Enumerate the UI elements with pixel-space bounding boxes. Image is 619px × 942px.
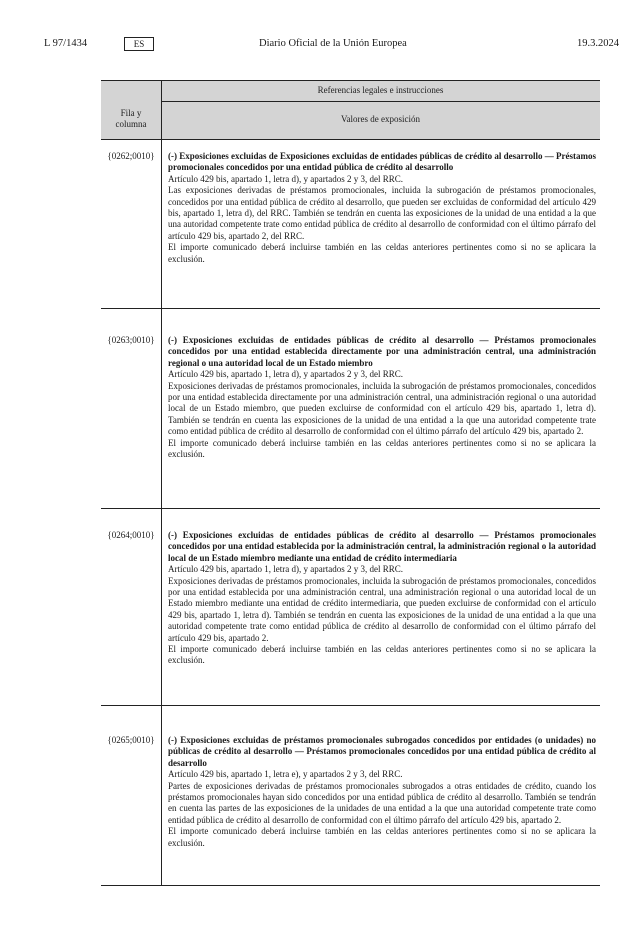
row-legal-basis: Artículo 429 bis, apartado 1, letra e), y apartados 2 y 3, del RRC.: [168, 769, 403, 780]
row-title: (-) Exposiciones excluidas de Exposiciones excluidas de entidades públicas de crédito al desarrollo — Préstamos promocionales concedidos por una entidad pública de crédito al desarrollo: [168, 151, 596, 173]
row-reference: {0263;0010}: [107, 335, 155, 345]
table-rule: [101, 885, 600, 886]
row-reference: {0265;0010}: [107, 735, 155, 745]
page-header: [0, 36, 619, 52]
row-reference: {0262;0010}: [107, 151, 155, 161]
column-divider: [161, 80, 162, 886]
publication-date: 19.3.2024: [577, 38, 619, 49]
row-legal-basis: Artículo 429 bis, apartado 1, letra d), y apartados 2 y 3, del RRC.: [168, 369, 403, 380]
row-legal-basis: Artículo 429 bis, apartado 1, letra d), y apartados 2 y 3, del RRC.: [168, 564, 403, 575]
row-title: (-) Exposiciones excluidas de entidades públicas de crédito al desarrollo — Préstamos promocionales concedidos por una entidad establecida por la administración central, la administración regional o la autoridad local de un Estado miembro mediante una entidad de crédito intermediaria: [168, 530, 596, 563]
table-rule: [101, 508, 600, 509]
table-rule: [101, 139, 600, 140]
table-row: [168, 151, 596, 265]
journal-reference: L 97/1434: [44, 38, 88, 49]
header-exposure-values: Valores de exposición: [341, 114, 420, 124]
header-row-column: Fila y columna: [115, 108, 147, 129]
table-row: [168, 735, 596, 849]
row-note: El importe comunicado deberá incluirse también en las celdas anteriores pertinentes como si no se aplicara la exclusión.: [168, 826, 596, 848]
row-note: El importe comunicado deberá incluirse también en las celdas anteriores pertinentes como si no se aplicara la exclusión.: [168, 437, 596, 460]
table-row: [168, 335, 596, 460]
table-rule: [161, 101, 600, 102]
row-legal-basis: Artículo 429 bis, apartado 1, letra d), y apartados 2 y 3, del RRC.: [168, 173, 403, 184]
table-row: [168, 530, 596, 667]
row-instructions: Exposiciones derivadas de préstamos promocionales, incluida la subrogación de préstamos promocionales, concedidos por una entidad establecida directamente por una administración central, una administración regional o una autoridad local de un Estado miembro, que pueden excluirse de conformidad con el artículo 429 bis, apartado 1, letra d). También se tendrán en cuenta las exposiciones de la unidad de una entidad a la que una autoridad competente trate como entidad pública de crédito al desarrollo de conformidad con el último párrafo del artículo 429 bis, apartado 2.: [168, 380, 596, 437]
header-legal-references: Referencias legales e instrucciones: [317, 85, 444, 95]
row-reference: {0264;0010}: [107, 530, 155, 540]
journal-title: Diario Oficial de la Unión Europea: [259, 38, 407, 49]
row-title: (-) Exposiciones excluidas de préstamos promocionales subrogados concedidos por entidades (o unidades) no públicas de crédito al desarrollo — Préstamos promocionales concedidos por una entidad pública de crédito al desarrollo: [168, 735, 596, 768]
row-note: El importe comunicado deberá incluirse también en las celdas anteriores pertinentes como si no se aplicara la exclusión.: [168, 242, 596, 264]
table-rule: [101, 705, 600, 706]
table-rule: [101, 80, 600, 81]
row-instructions: Partes de exposiciones derivadas de préstamos promocionales subrogados a otras entidades de crédito, cuando los préstamos promocionales hayan sido concedidos por una entidad pública de crédito al desarrollo. También se tendrán en cuenta las partes de las exposiciones de la unidades de una entidad a la que una autoridad competente trate como entidad pública de crédito al desarrollo de conformidad con el último párrafo del artículo 429 bis, apartado 2.: [168, 780, 596, 825]
language-badge: ES: [124, 37, 154, 51]
row-note: El importe comunicado deberá incluirse también en las celdas anteriores pertinentes como si no se aplicara la exclusión.: [168, 644, 596, 666]
row-title: (-) Exposiciones excluidas de entidades públicas de crédito al desarrollo — Préstamos promocionales concedidos por una entidad establecida directamente por una administración central, una administración regional o una autoridad local de un Estado miembro: [168, 335, 596, 368]
row-instructions: Exposiciones derivadas de préstamos promocionales, incluida la subrogación de préstamos promocionales, concedidos por una entidad establecida por una administración central, una administración regional o una autoridad local de un Estado miembro mediante una entidad de crédito intermediaria, que pueden excluirse de conformidad con el artículo 429 bis, apartado 1, letra d). También se tendrán en cuenta las exposiciones de la unidad de una entidad a la que una autoridad competente trate como entidad pública de crédito al desarrollo de conformidad con el último párrafo del artículo 429 bis, apartado 2.: [168, 575, 596, 643]
row-instructions: Las exposiciones derivadas de préstamos promocionales, incluida la subrogación de préstamos promocionales, concedidos por una entidad pública de crédito al desarrollo, que pueden ser excluidas de conformidad del artículo 429 bis, apartado 1, letra d), del RRC. También se tendrán en cuenta las exposiciones de la unidad de una entidad a la que una autoridad competente trate como entidad pública de crédito al desarrollo de conformidad con el último párrafo del artículo 429 bis, apartado 2, del RRC.: [168, 185, 596, 241]
table-rule: [101, 308, 600, 309]
